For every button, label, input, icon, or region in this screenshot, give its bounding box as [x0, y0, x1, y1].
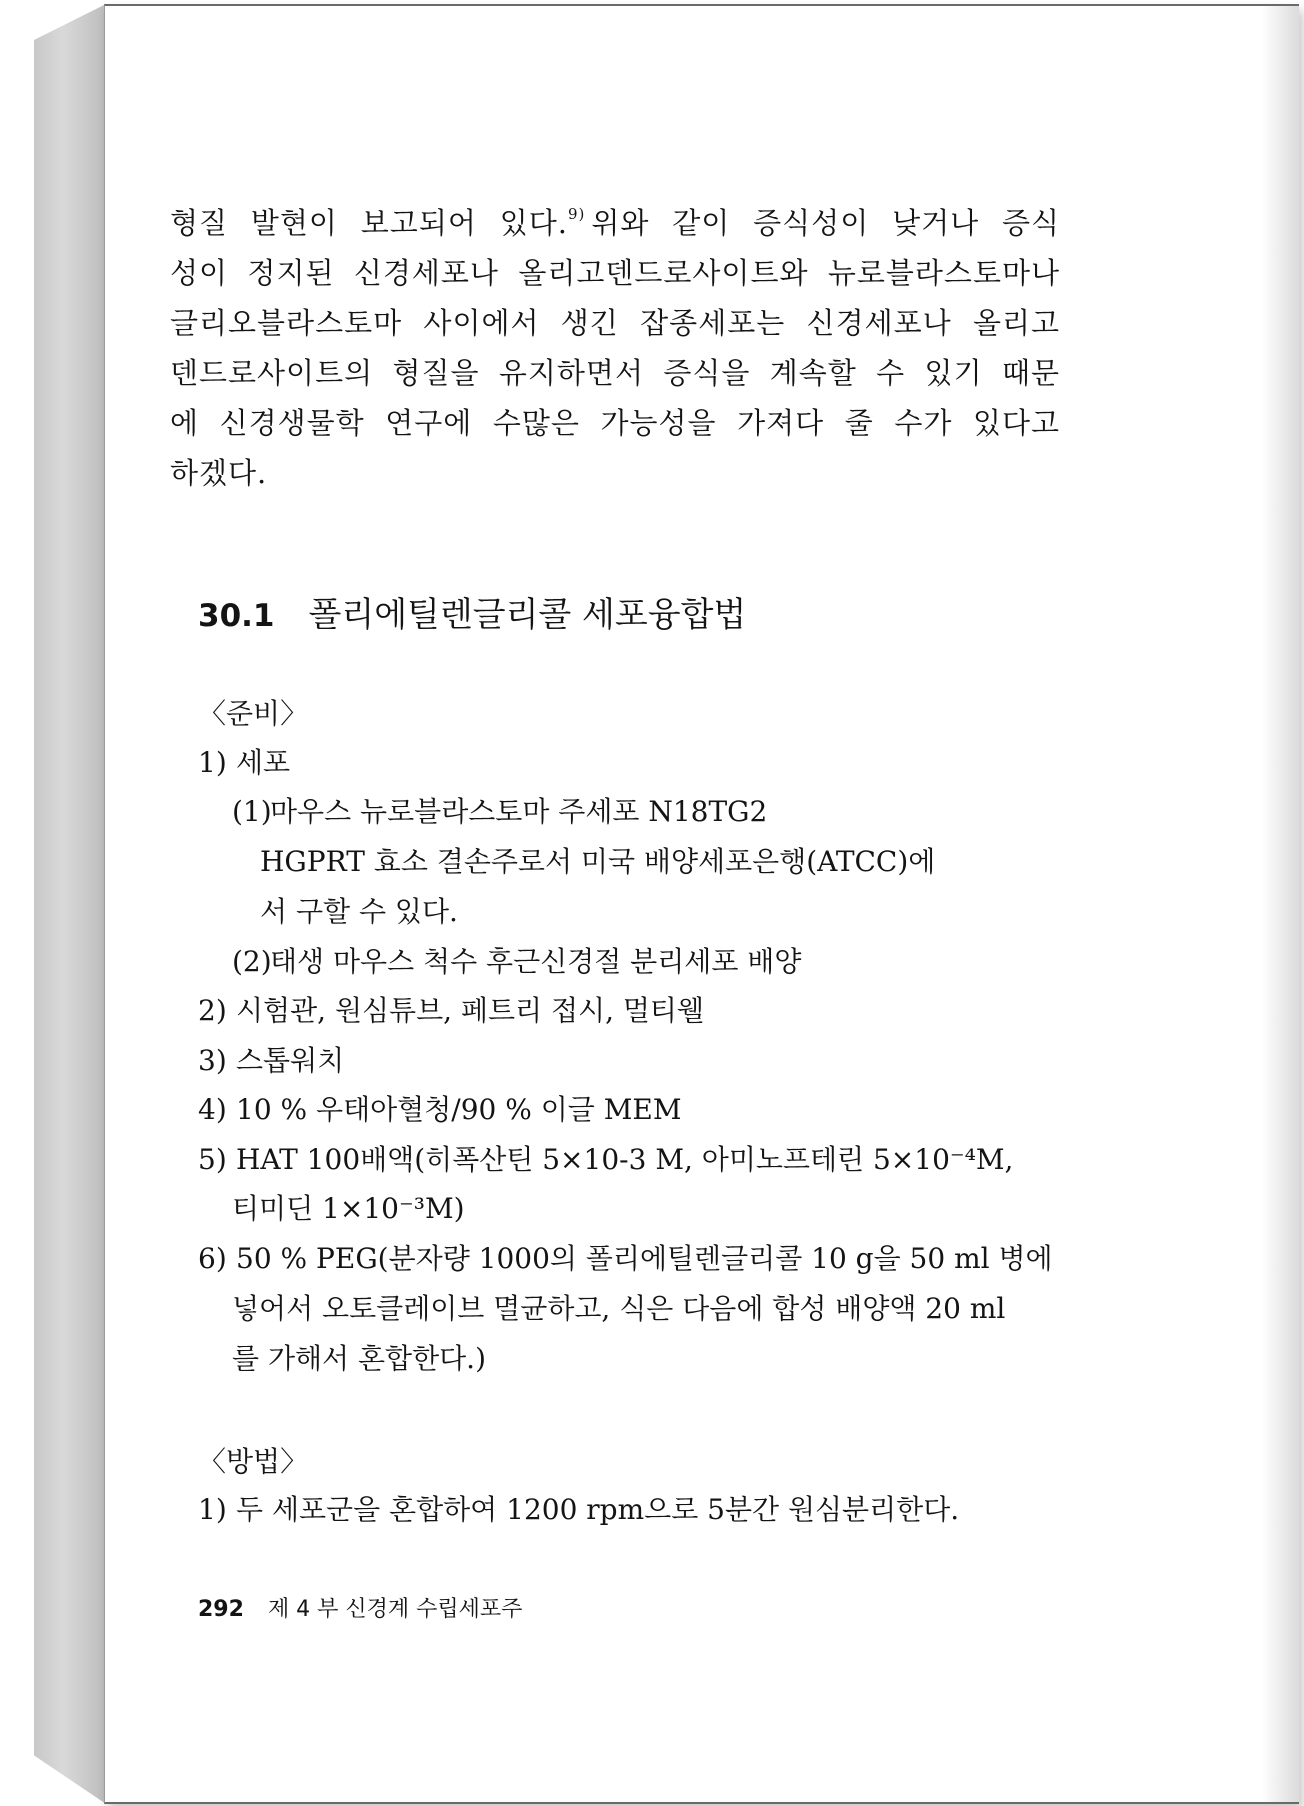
section-title: 폴리에틸렌글리콜 세포융합법	[308, 595, 747, 635]
prep-subitem: (1)마우스 뉴로블라스토마 주세포 N18TG2	[232, 795, 768, 828]
prep-label: 〈준비〉	[198, 697, 309, 730]
method-label: 〈방법〉	[198, 1445, 309, 1478]
book-edge	[34, 4, 106, 1804]
prep-item: 4) 10 % 우태아혈청/90 % 이글 MEM	[198, 1093, 682, 1126]
section-number: 30.1	[198, 598, 275, 634]
prep-item: 6) 50 % PEG(분자량 1000의 폴리에틸렌글리콜 10 g을 50 ml 병에	[198, 1242, 1053, 1275]
prep-subitem: (2)태생 마우스 척수 후근신경절 분리세포 배양	[232, 945, 802, 978]
intro-line: 형질 발현이 보고되어 있다.$^{9)}$ 위와 같이 증식성이 낮거나 증식	[170, 205, 1061, 240]
prep-continuation: 를 가해서 혼합한다.)	[232, 1342, 487, 1375]
intro-line: 글리오블라스토마 사이에서 생긴 잡종세포는 신경세포나 올리고	[170, 306, 1060, 340]
prep-continuation: 티미딘 1×10⁻³M)	[232, 1192, 465, 1225]
prep-item: 5) HAT 100배액(히폭산틴 5×10-3 M, 아미노프테린 5×10⁻⁴M,	[198, 1143, 1014, 1176]
prep-continuation: 넣어서 오토클레이브 멸균하고, 식은 다음에 합성 배양액 20 ml	[232, 1292, 1006, 1325]
part-title: 제 4 부 신경계 수립세포주	[267, 1597, 523, 1622]
page-footer	[198, 1592, 522, 1623]
prep-item: 1) 세포	[198, 746, 291, 779]
prep-item: 3) 스톱워치	[198, 1044, 345, 1077]
intro-paragraph	[170, 189, 1060, 498]
prep-continuation: 서 구할 수 있다.	[260, 895, 458, 928]
intro-line: 성이 정지된 신경세포나 올리고덴드로사이트와 뉴로블라스토마나	[170, 256, 1060, 290]
reference-mark: 9)	[567, 205, 586, 223]
method-item: 1) 두 세포군을 혼합하여 1200 rpm으로 5분간 원심분리한다.	[198, 1493, 960, 1526]
section-heading	[198, 587, 746, 636]
intro-line: 덴드로사이트의 형질을 유지하면서 증식을 계속할 수 있기 때문	[170, 356, 1060, 390]
intro-line: 에 신경생물학 연구에 수많은 가능성을 가져다 줄 수가 있다고	[170, 406, 1060, 440]
page-number: 292	[198, 1597, 244, 1622]
intro-line: 하겠다.	[170, 456, 268, 490]
prep-continuation: HGPRT 효소 결손주로서 미국 배양세포은행(ATCC)에	[260, 845, 936, 878]
prep-item: 2) 시험관, 원심튜브, 페트리 접시, 멀티웰	[198, 994, 705, 1027]
